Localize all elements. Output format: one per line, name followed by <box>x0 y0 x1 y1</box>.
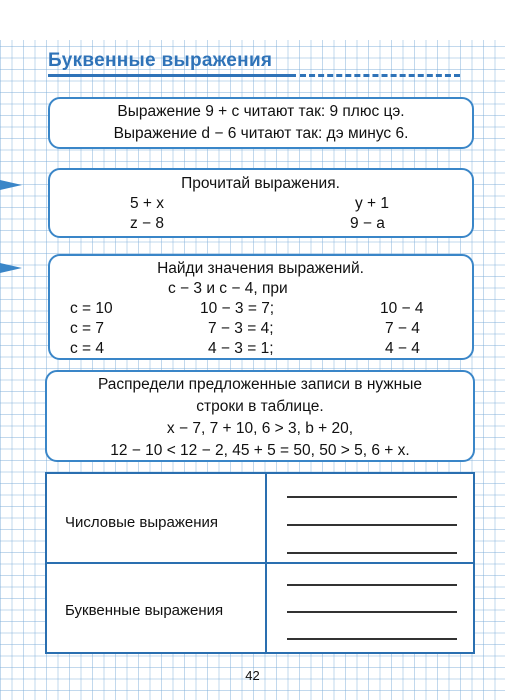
find-values-heading: Найди значения выражений. <box>157 260 364 277</box>
answer-line[interactable] <box>287 638 457 640</box>
top-margin <box>0 0 505 40</box>
section-title: Буквенные выражения <box>48 50 273 71</box>
exercise-marker-arrow <box>0 263 22 273</box>
definition-box <box>48 97 474 149</box>
answer-table <box>45 472 475 654</box>
calculation-row-1: 10 − 3 = 7; <box>200 300 275 317</box>
numeric-expressions-label: Числовые выражения <box>65 514 218 531</box>
definition-line-2: Выражение d − 6 читают так: дэ минус 6. <box>113 125 409 142</box>
condition-c-4: c = 4 <box>70 340 105 357</box>
table-row-divider <box>47 562 473 564</box>
exercise-marker-arrow <box>0 180 22 190</box>
find-values-box <box>48 254 474 360</box>
expression-z-minus-8: z − 8 <box>130 215 165 232</box>
expression-9-minus-a: 9 − a <box>350 215 385 232</box>
answer-line[interactable] <box>287 584 457 586</box>
title-dashed-line <box>300 74 460 77</box>
distribute-line-4: 12 − 10 < 12 − 2, 45 + 5 = 50, 50 > 5, 6 + x. <box>110 442 410 459</box>
condition-c-10: c = 10 <box>70 300 113 317</box>
answer-line[interactable] <box>287 611 457 613</box>
answer-line[interactable] <box>287 552 457 554</box>
title-underline <box>48 74 296 77</box>
expression-5-plus-x: 5 + x <box>130 195 165 212</box>
answer-line[interactable] <box>287 496 457 498</box>
distribute-line-3: x − 7, 7 + 10, 6 > 3, b + 20, <box>166 420 354 437</box>
read-heading: Прочитай выражения. <box>181 175 340 192</box>
expression-y-plus-1: y + 1 <box>355 195 390 212</box>
condition-c-7: c = 7 <box>70 320 105 337</box>
second-expression-row-2: 7 − 4 <box>385 320 420 337</box>
second-expression-row-3: 4 − 4 <box>385 340 420 357</box>
page-number: 42 <box>245 668 260 683</box>
calculation-row-3: 4 − 3 = 1; <box>208 340 274 357</box>
second-expression-row-1: 10 − 4 <box>380 300 424 317</box>
distribute-line-1: Распредели предложенные записи в нужные <box>97 376 423 393</box>
distribute-line-2: строки в таблице. <box>196 398 324 415</box>
calculation-row-2: 7 − 3 = 4; <box>208 320 274 337</box>
distribute-box <box>45 370 475 462</box>
letter-expressions-label: Буквенные выражения <box>65 602 224 619</box>
answer-line[interactable] <box>287 524 457 526</box>
find-values-subheading: c − 3 и c − 4, при <box>168 280 288 297</box>
read-expressions-box <box>48 168 474 238</box>
definition-line-1: Выражение 9 + c читают так: 9 плюс цэ. <box>117 103 405 120</box>
